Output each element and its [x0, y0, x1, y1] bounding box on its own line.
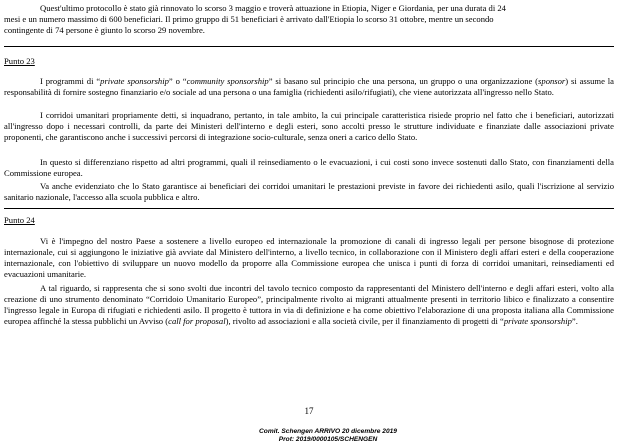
section-divider: [4, 208, 614, 209]
stamp-line-1: Comit. Schengen ARRIVO 20 dicembre 2019: [259, 428, 397, 435]
page-number: 17: [304, 406, 314, 416]
section-heading-24: Punto 24: [4, 215, 35, 225]
p23-paragraph-1: I programmi di “private sponsorship” o “community sponsorship” si basano sul principio che una persona, un gruppo o una organizzazione (sponsor) si assume la responsabilità di fornire sostegno finanziario e/o sociale ad una persona o una famiglia (richiedenti asilo/rifugiati), che viene autorizzata all'ingresso nello Stato.: [4, 76, 614, 97]
stamp-line-2: Prot: 2019/0000105/SCHENGEN: [278, 436, 378, 443]
p24-paragraph-1: Vi è l'impegno del nostro Paese a sostenere a livello europeo ed internazionale la promozione di canali di ingresso legali per persone bisognose di protezione internazionale, cui si aggiungono le iniziative già avviate dal Ministero dell'interno, a livello tecnico, in collaborazione con il Ministero degli affari esteri e della cooperazione internazionale, con l'obiettivo di sviluppare un nuovo modello da proporre alla Commissione europea che unisca i punti di forza di corridoi umanitari, reinsediamenti ed evacuazioni umanitarie.: [4, 236, 614, 279]
intro-line-1: Quest'ultimo protocollo è stato già rinnovato lo scorso 3 maggio e troverà attuazione in Etiopia, Niger e Giordania, per una durata di 24: [40, 3, 506, 13]
p23-paragraph-3: In questo si differenziano rispetto ad altri programmi, quali il reinsediamento o le evacuazioni, i cui costi sono invece sostenuti dallo Stato, con finanziamenti della Commissione europea.: [4, 157, 614, 178]
arrival-stamp: [238, 428, 418, 444]
section-heading-23: Punto 23: [4, 56, 35, 66]
intro-line-2: mesi e un numero massimo di 600 beneficiari. Il primo gruppo di 51 beneficiari è arrivato dall'Etiopia lo scorso 31 ottobre, mentre un secondo: [4, 13, 494, 24]
p24-paragraph-2: A tal riguardo, si rappresenta che si sono svolti due incontri del tavolo tecnico composto da rappresentanti del Ministero dell'interno e degli affari esteri, volto alla creazione di uno strumento denominato “Corridoio Umanitario Europeo”, principalmente rivolto ai migranti attualmente presenti in territorio libico e finalizzato a consentire l'ingresso legale in Europa di rifugiati e richiedenti asilo. Il progetto è tuttora in via di definizione e ha come obiettivo l'elaborazione di una proposta italiana alla Commissione europea affinché la stessa pubblichi un Avviso (call for proposal), rivolto ad associazioni e alla società civile, per il finanziamento di progetti di “private sponsorship”.: [4, 283, 614, 326]
p23-paragraph-4: Va anche evidenziato che lo Stato garantisce ai beneficiari dei corridoi umanitari le prestazioni previste in favore dei richiedenti asilo, quali l'iscrizione al servizio sanitario nazionale, l'accesso alla scuola pubblica e altro.: [4, 181, 614, 202]
intro-line-3: contingente di 74 persone è giunto lo scorso 29 novembre.: [4, 24, 205, 35]
intro-paragraph: [4, 3, 614, 36]
p23-paragraph-2: I corridoi umanitari propriamente detti, si inquadrano, pertanto, in tale ambito, la cui principale caratteristica risiede proprio nel fatto che i beneficiari, autorizzati all'ingresso dopo i necessari controlli, da parte dei Ministeri dell'interno e degli esteri, sono accolti presso le strutture individuate e finanziate dalle associazioni private proponenti, che garantiscono anche i successivi percorsi di integrazione socio-culturale, senza oneri a carico dello Stato.: [4, 110, 614, 142]
section-divider: [4, 46, 614, 47]
